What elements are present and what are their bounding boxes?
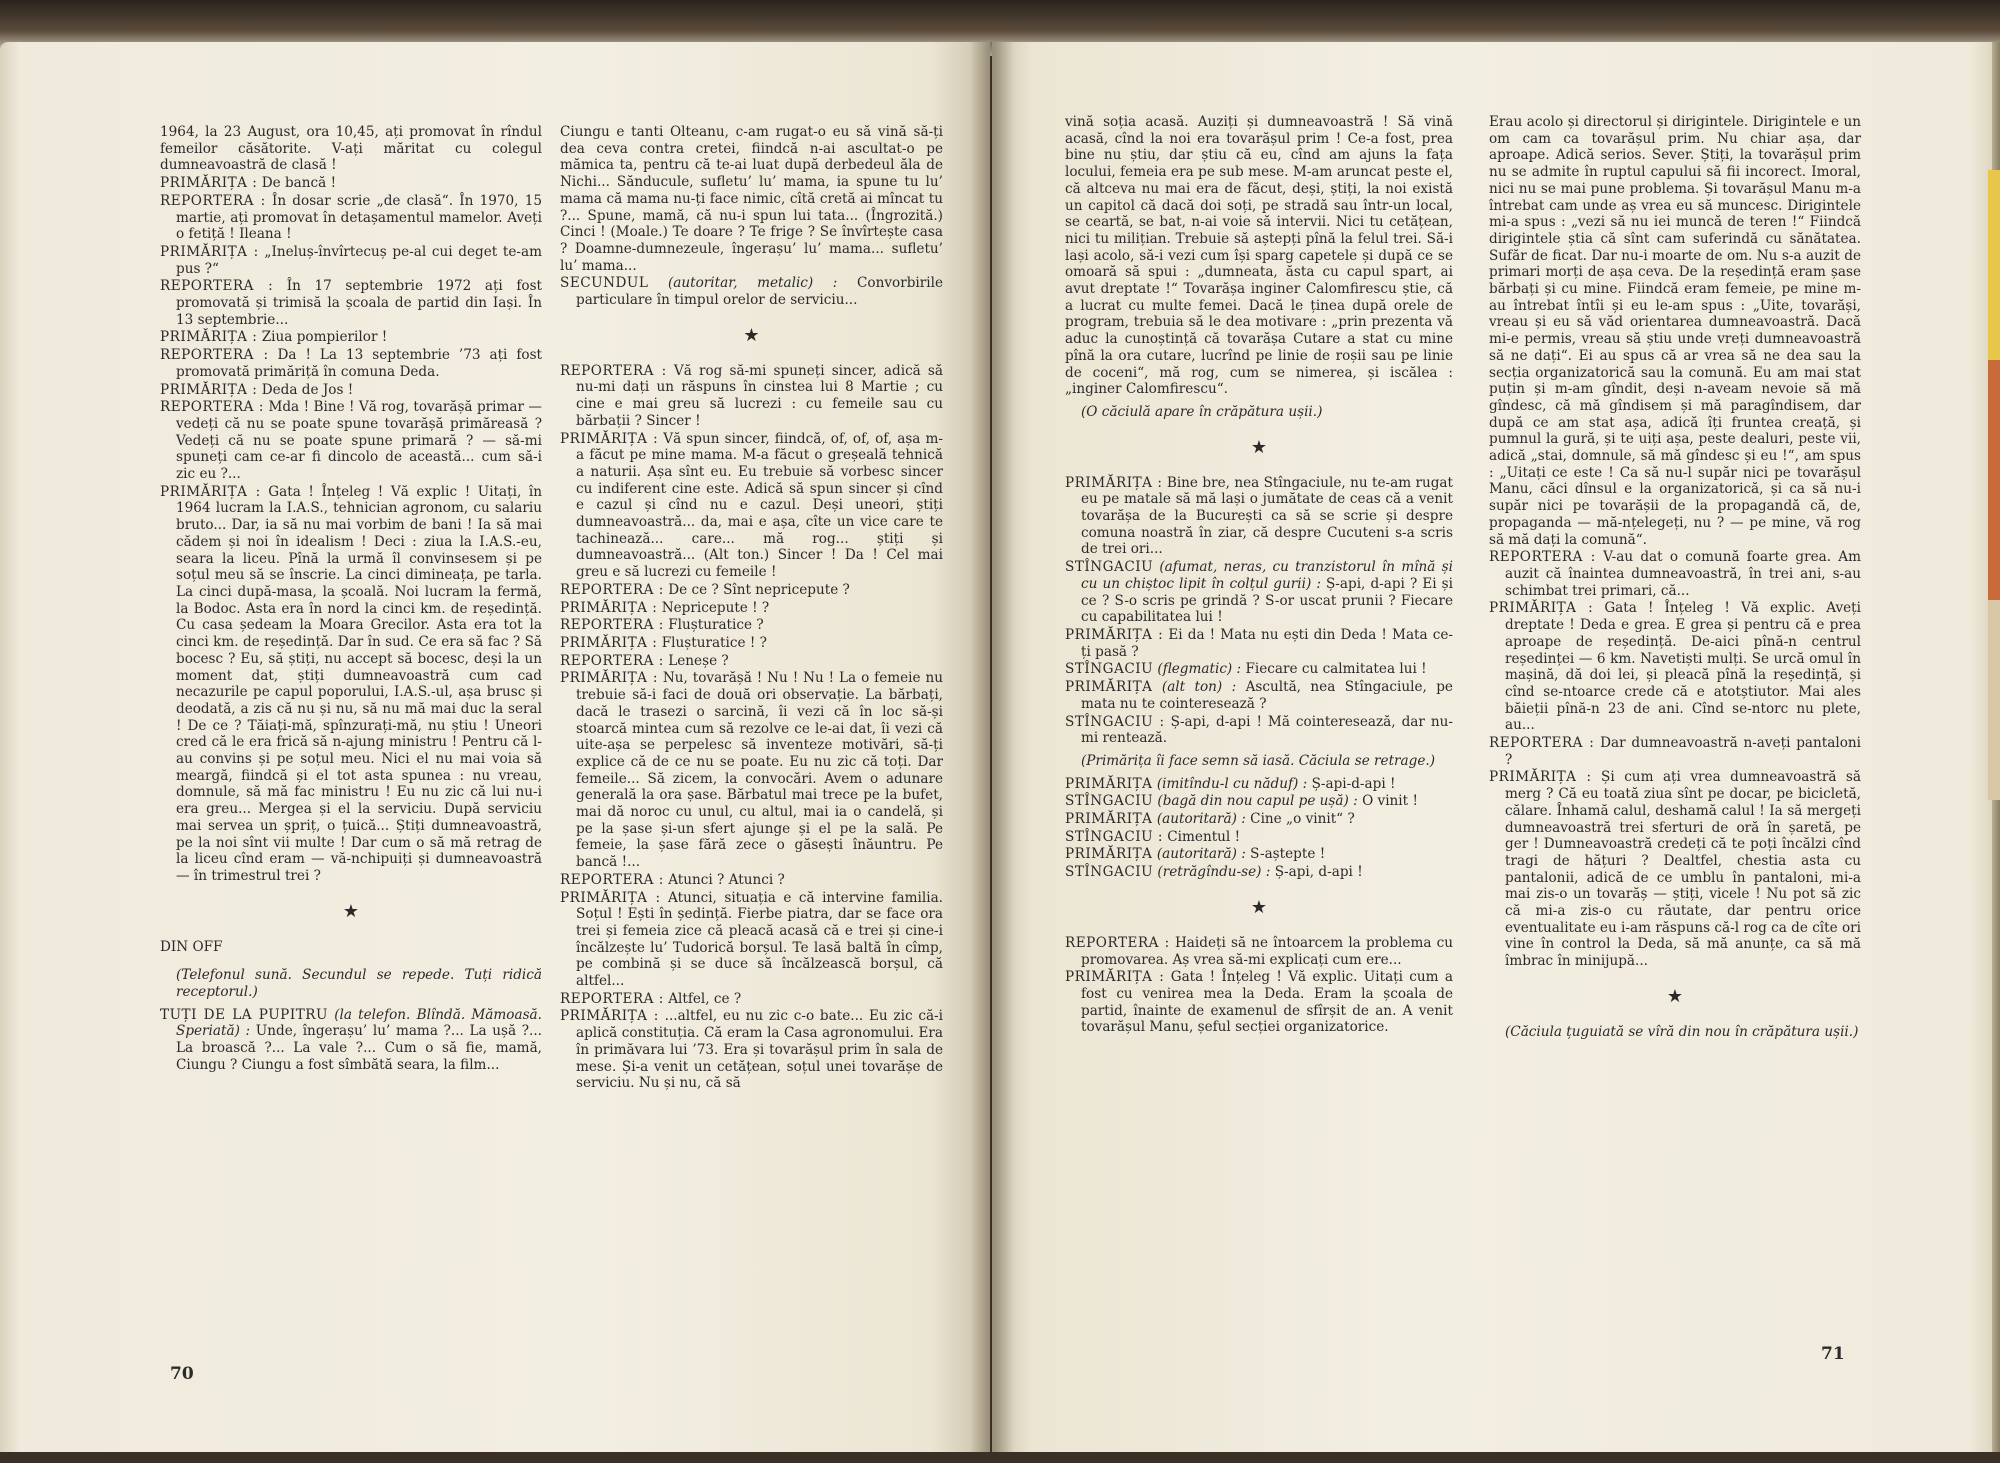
dialogue-line	[1065, 627, 1453, 660]
dialogue-line	[160, 329, 542, 346]
speaker-name: SECUNDUL	[560, 275, 649, 292]
stage-direction: (Telefonul sună. Secundul se repede. Tuți ridică receptorul.)	[176, 967, 542, 1001]
speaker-name: PRIMĂRIȚA :	[1065, 474, 1163, 491]
section-star-separator: ★	[1250, 896, 1268, 918]
speaker-name: REPORTERA :	[1065, 934, 1170, 951]
dialogue-text: Gata ! Înțeleg ! Vă explic ! Uitați, în 1964 lucram la I.A.S., tehnician agronom, cu salariu bruto... Dar, ia să nu mai vorbim de bani ! Ia să mai cădem și noi în idealism ! Deci : ziua la I.A.S.-eu, seara la liceu. Pînă la urmă îl convinsesem și pe soțul meu să se înscrie. La cinci dimineața, pe tarla. La cinci după-masa, la școală. Noi lucram la fermă, la Bodoc. Asta era în nord la cinci km. de reședință. Cu casa ședeam la Moara Grecilor. Asta era tot la cinci km. de reședință. Dar în sud. Ce era să fac ? Să bocesc ? Eu, să știți, nu accept să bocesc, deși la un moment dat, știți dumneavoastră cum cad necazurile pe capul poporului, I.A.S.-ul, așa brusc și deodată, a zis că nu și nu, să nu mă mai duc la seral ! De ce ? Tăiați-mă, spînzurați-mă, nu știu ! Uneori cred că le era frică să n-ajung ministru ! Pentru că l-au convins și pe soțul meu. Nici el nu mai voia să meargă, fiindcă și el tot asta spunea : nu vreau, domnule, să mă fac ministru ! Eu nu zic că lui nu-i era greu... Mergea și el la serviciu. După serviciu mai servea un șpriț, o țuică... Știți dumneavoastră, pe la noi sînt vii multe ! Dar cum o să mă retrag de la liceu cînd eram — vă-nchipuiți și dumneavoastră — în trimestrul trei ?	[176, 483, 542, 884]
speaker-name: REPORTERA :	[560, 652, 664, 669]
speaker-name: PRIMĂRIȚA :	[160, 483, 261, 500]
dialogue-text: Deda de Jos !	[261, 381, 354, 398]
dialogue-line	[560, 890, 943, 990]
speaker-name: PRIMĂRIȚA :	[1489, 600, 1594, 617]
dialogue-line	[560, 635, 943, 652]
left-page-column-2	[560, 124, 943, 1093]
right-page-column-2	[1489, 114, 1861, 1047]
dialogue-text: Haideți să ne întoarcem la problema cu promovarea. Aș vrea să-mi explicați cum ere...	[1081, 934, 1453, 968]
speaker-name: PRIMĂRIȚA :	[560, 670, 658, 687]
dialogue-text: Ei da ! Mata nu ești din Deda ! Mata ce-ți pasă ?	[1081, 626, 1453, 660]
dialogue-text: Ș-api, d-api !	[1274, 864, 1363, 881]
dialogue-line	[160, 175, 542, 192]
speaker-name: STÎNGACIU :	[1065, 713, 1165, 730]
dialogue-line	[560, 872, 943, 889]
speaker-name: PRIMĂRIȚA :	[560, 889, 661, 906]
dialogue-text: Da ! La 13 septembrie ’73 ați fost promovată primăriță în comuna Deda.	[176, 347, 543, 380]
dialogue-line	[160, 278, 542, 328]
speaker-name: REPORTERA :	[160, 347, 269, 364]
section-star-separator: ★	[1666, 985, 1684, 1007]
dialogue-text: În dosar scrie „de clasă“. În 1970, 15 martie, ați promovat în detașamentul mamelor. Aveți o fetiță ! Ileana !	[176, 192, 542, 243]
dialogue-line	[1489, 600, 1861, 734]
dialogue-line	[160, 399, 542, 483]
dialogue-line	[560, 275, 943, 308]
paragraph-text: 1964, la 23 August, ora 10,45, ați promovat în rîndul femeilor căsătorite. V-ați măritat cu colegul dumneavoastră de clasă !	[160, 124, 542, 174]
dialogue-line	[560, 1008, 943, 1092]
speaker-name: REPORTERA :	[160, 192, 266, 209]
speaker-name: PRIMĂRIȚA :	[560, 599, 658, 616]
dialogue-line	[1065, 776, 1453, 793]
dialogue-text: Ș-api, d-api ? Ei și ce ? S-o scris pe grindă ? S-or uscat prunii ? Fiecare cu capabilitatea lui !	[1081, 575, 1453, 626]
left-page-column-1	[160, 124, 542, 1075]
speaker-name: REPORTERA :	[160, 278, 274, 295]
right-page-column-1	[1065, 114, 1453, 1037]
dialogue-text: S-aștepte !	[1250, 846, 1326, 863]
dialogue-text: V-au dat o comună foarte grea. Am auzit că înaintea dumneavoastră, în trei ani, s-au schimbat trei primari, că...	[1505, 549, 1861, 599]
dialogue-line	[1065, 935, 1453, 968]
dialogue-text: Cine „o vinit“ ?	[1250, 811, 1355, 828]
speaker-name: TUȚI DE LA PUPITRU	[160, 1006, 328, 1023]
dialogue-text: Vă spun sincer, fiindcă, of, of, of, așa m-a făcut pe mine mama. M-a făcut o greșeală tehnică a naturii. Așa sînt eu. Eu trebuie să vorbesc sincer cu indiferent cine este. Adică să spun sincer și cînd e cazul și cînd nu e cazul. Deși uneori, știți dumneavoastră... da, mai e așa, cîte un vice care te tachinează... care... mă rog... știți și dumneavoastră... (Alt ton.) Sincer ! Da ! Cel mai greu e să lucrezi cu femeile !	[576, 430, 943, 581]
speaker-name: PRIMĂRIȚA :	[160, 329, 258, 346]
speaker-direction: (alt ton) :	[1161, 679, 1237, 696]
dialogue-line	[560, 582, 943, 599]
left-page	[0, 42, 990, 1452]
dialogue-line	[160, 193, 542, 243]
dialogue-text: Dar dumneavoastră n-aveți pantaloni ?	[1505, 735, 1861, 768]
page-number-left: 70	[170, 1364, 194, 1384]
dialogue-text: De ce ? Sînt nepricepute ?	[668, 581, 850, 598]
speaker-name: PRIMĂRIȚA :	[160, 243, 259, 260]
speaker-name: STÎNGACIU	[1065, 864, 1154, 881]
speaker-name: PRIMĂRIȚA :	[1065, 626, 1164, 643]
dialogue-line	[1065, 864, 1453, 881]
dialogue-text: Fiecare cu calmitatea lui !	[1245, 661, 1427, 678]
speaker-name: PRIMĂRIȚA :	[160, 381, 258, 398]
stage-direction: (Primărița îi face semn să iasă. Căciula se retrage.)	[1081, 752, 1436, 769]
speaker-direction: (retrăgîndu-se) :	[1157, 864, 1271, 881]
dialogue-text: Altfel, ce ?	[668, 990, 742, 1007]
dialogue-line	[1489, 769, 1861, 969]
dialogue-text: O vinit !	[1362, 793, 1418, 810]
dialogue-text: Ascultă, nea Stîngaciule, pe mata nu te cointeresează ?	[1081, 679, 1453, 712]
dialogue-text: Flușturatice ! ?	[661, 634, 767, 651]
dialogue-line	[160, 347, 542, 380]
dialogue-text: Ș-api, d-api ! Mă cointeresează, dar nu-mi rentează.	[1081, 713, 1453, 747]
speaker-name: PRIMĂRIȚA	[1065, 679, 1153, 696]
dialogue-line	[1065, 475, 1453, 559]
dialogue-line	[1065, 846, 1453, 863]
section-star-separator: ★	[743, 324, 760, 346]
dialogue-line	[560, 617, 943, 634]
color-tab-yellow	[1988, 170, 2000, 360]
dialogue-line	[560, 600, 943, 617]
section-star-separator: ★	[1250, 436, 1268, 458]
speaker-name: REPORTERA :	[560, 581, 664, 598]
dialogue-line	[160, 244, 542, 277]
speaker-name: PRIMĂRIȚA :	[560, 1008, 659, 1025]
speaker-direction: (la telefon. Blîndă. Mămoasă. Speriată) :	[176, 1006, 542, 1040]
speaker-name: PRIMĂRIȚA :	[160, 175, 258, 192]
section-star-separator: ★	[342, 900, 360, 922]
dialogue-text: Nepricepute ! ?	[661, 599, 770, 616]
speaker-name: PRIMĂRIȚA :	[1489, 769, 1592, 786]
dialogue-text: Gata ! Înțeleg ! Vă explic. Aveți dreptate ! Deda e grea. E grea și pentru că e prea aproape de reședință. De-aici pînă-n centrul reședinței — 6 km. Navetiști mulți. Se urcă omul în mașină, dă doi lei, și pleacă pînă la reședință, și cînd se-ntoarce crede că e atotștiutor. Mai ales băieții pînă-n 23 de ani. Cînd se-ntorc nu plete, au...	[1505, 600, 1861, 734]
speaker-direction: (autoritară) :	[1156, 846, 1246, 863]
speaker-name: REPORTERA :	[560, 617, 664, 634]
dialogue-text: Vă rog să-mi spuneți sincer, adică să nu-mi dați un răspuns în cinstea lui 8 Martie ; cu cine e mai greu să lucrezi : cu femeile sau cu bărbații ? Sincer !	[576, 362, 944, 429]
speaker-name: REPORTERA :	[1489, 735, 1595, 752]
right-page	[992, 42, 2000, 1452]
speaker-name: PRIMĂRIȚA	[1065, 846, 1153, 863]
dialogue-text: Leneșe ?	[668, 652, 729, 669]
speaker-name: REPORTERA :	[560, 990, 664, 1007]
speaker-direction: (autoritar, metalic) :	[667, 275, 838, 292]
dialogue-text: Mda ! Bine ! Vă rog, tovarășă primar — vedeți că nu se poate spune tovarășă primăreasă ? Vedeți că nu se poate spune primară ? — să-mi spuneți cam ce-ar fi dincolo de această... cum să-i zic eu ?...	[176, 399, 543, 483]
paragraph-text: Erau acolo și directorul și dirigintele. Dirigintele e un om cam ca tovarășul prim. Nu chiar așa, dar aproape. Adică serios. Sever. Știți, la tovarășul prim nu se admite în ruptul capului să fii incorect. Imoral, nici nu se mai pune problema. Și tovarășul Manu m-a întrebat cam unde aș vrea eu să muncesc. Dirigintele mi-a spus : „vezi să nu iei muncă de teren !“ Fiindcă dirigintele știa că sînt cam suferindă cu sănătatea. Sufăr de ficat. Dar nu-i moarte de om. Nu s-a auzit de primari morți de așa ceva. De la reședință eram șase bărbați și cu mine. Fiindcă eram femeie, pe mine m-au întrebat întîi și eu le-am spus : „Uite, tovarăși, vreau și eu să văd orientarea dumneavoastră. Dacă mi-e permis, vreau să știu unde vreți dumneavoastră să ne dați“. Ei au spus că ar vrea să ne dea sau la secția organizatorică sau la comună. Eu am mai stat puțin și m-am gîndit, deși n-aveam nevoie să mă gîndesc, că mă gîndisem și mă paragîndisem, dar după ce am stat așa, adică îți fruntea creață, și pumnul la gură, și te uiți așa, peste dealuri, peste vii, adică „stai, domnule, să mă gîndesc și eu !“, am spus : „Uitați ce este ! Ca să nu-l supăr nici pe tovarășul Manu, căci dînsul e la organizatorică, și ca să nu-i supăr nici pe tovarășii de la propagandă că, de, propaganda — mă-nțelegeți, nu ? — pe mine, vă rog să mă dați la comună“.	[1489, 114, 1861, 548]
paragraph-text: Ciungu e tanti Olteanu, c-am rugat-o eu să vină să-ți dea ceva contra cretei, fiindcă n-ai ascultat-o pe mămica ta, pentru că te-ai luat după derbedeul ăla de Nichi... Sănducule, sufletu’ lu’ mama, ia spune tu lu’ mama că mama nu-ți face nimic, cîtă cretă ai mîncat tu ?... Spune, mamă, că nu-i spun lui tata... (Îngrozită.) Cinci ! (Moale.) Te doare ? Te frige ? Se învîrtește casa ? Doamne-dumnezeule, îngerașu’ lu’ mama... sufletu’ lu’ mama...	[560, 124, 943, 274]
dialogue-line	[1065, 793, 1453, 810]
dialogue-text: Atunci, situația e că intervine familia. Soțul ! Ești în ședință. Fierbe piatra, dar se face ora trei și femeia zice că pleacă acasă că e trei și cine-i încălzește lu’ Tudorică borșul. Te lasă baltă în cîmp, pe combină și se duce să încălzească borșul, că altfel...	[576, 889, 943, 990]
dialogue-text: Cimentul !	[1167, 828, 1241, 845]
speaker-name: STÎNGACIU :	[1065, 828, 1163, 845]
dialogue-line	[560, 991, 943, 1008]
page-number-right: 71	[1821, 1344, 1845, 1364]
speaker-direction: (imitîndu-l cu năduf) :	[1156, 775, 1308, 792]
dialogue-text: În 17 septembrie 1972 ați fost promovată și trimisă la școala de partid din Iași. În 13 septembrie...	[176, 278, 543, 328]
dialogue-line	[1065, 969, 1453, 1036]
speaker-direction: (flegmatic) :	[1157, 661, 1242, 678]
dialogue-text: „Ineluș-învîrtecuș pe-al cui deget te-am pus ?“	[176, 243, 542, 277]
dialogue-text: Ziua pompierilor !	[261, 329, 388, 346]
dialogue-text: Și cum ați vrea dumneavoastră să merg ? Că eu toată ziua sînt pe docar, pe bicicletă, călare. Înhamă calul, deshamă calul ! Ia să mergeți dumneavoastră trei sferturi de oră în șaretă, pe ger ! Dumneavoastră credeți că te poți încălzi cînd tragi de hățuri ? Dealtfel, chestia asta cu pantalonii, adică de ce umblu în pantaloni, mi-a mai zis-o un tovarăș — știți, vicele ! Nu pot să zic că mi-a zis-o cu răutate, dar pentru orice eventualitate eu i-am răspuns că-l rog ca de cîte ori vine în control la Deda, să mă anunțe, ca să mă îmbrac în minijupă...	[1505, 769, 1862, 970]
dialogue-text: Bine bre, nea Stîngaciule, nu te-am rugat eu pe matale să mă lași o jumătate de ceas că a venit tovarășa de la București ca să se scrie și despre comuna noastră în ziar, că despre Cucuteni s-a scris de trei ori...	[1081, 474, 1453, 558]
dialogue-text: Convorbirile particulare în timpul orelor de serviciu...	[576, 275, 943, 309]
dialogue-line	[1065, 661, 1453, 678]
stage-direction: (O căciulă apare în crăpătura ușii.)	[1081, 403, 1323, 420]
paragraph-text: vină soția acasă. Auziți și dumneavoastră ! Să vină acasă, cînd la noi era tovarășul prim ! Ce-a fost, prea bine nu știu, dar știu că eu, cînd am ajuns la fața locului, femeia era pe sub mese. M-am aruncat peste el, că altceva nu mai era de făcut, deși, știți, la noi există un capitol că dacă doi soți, pe stradă sau într-un local, se ceartă, se bat, n-ai voie să intervii. Nici tu cetățean, nici tu milițian. Trebuie să aștepți pînă la felul trei. Să-i lași acolo, să-i vezi cum își sparg capetele și după ce se omoară să spui : „dumneata, ăsta cu capul spart, ai avut dreptate !“ Tovarășa inginer Calomfirescu știe, că a lucrat cu multe femei. Dacă le ținea după orele de program, trebuia să le dea motivare : „prin prezenta vă aduc la cunoștință că tovarășa Cutare a stat cu mine pînă la ora cutare, lucrînd pe linie de roșii sau pe linie de coceni“, mă rog, cum se nimerea, și iscălea : „inginer Calomfirescu“.	[1065, 114, 1453, 398]
color-tab-orange	[1988, 360, 2000, 600]
speaker-name: PRIMĂRIȚA :	[560, 634, 658, 651]
dialogue-line	[560, 363, 943, 430]
dialogue-text: De bancă !	[261, 175, 337, 192]
dialogue-text: Gata ! Înțeleg ! Vă explic. Uitați cum a fost cu venirea mea la Deda. Eram la școala de partid, înainte de examenul de sfîrșit de an. A venit tovarășul Manu, șeful secției organizatorice.	[1081, 969, 1453, 1036]
stage-direction: (Căciula țuguiată se vîră din nou în crăpătura ușii.)	[1505, 1023, 1859, 1040]
dialogue-line	[1489, 549, 1861, 599]
dialogue-line	[1489, 735, 1861, 768]
speaker-direction: (bagă din nou capul pe ușă) :	[1157, 793, 1358, 810]
dialogue-line	[1065, 829, 1453, 846]
dialogue-line	[560, 653, 943, 670]
speaker-name: REPORTERA :	[560, 871, 664, 888]
dialogue-line	[1065, 679, 1453, 712]
dialogue-text: Flușturatice ?	[668, 617, 764, 634]
speaker-name: REPORTERA :	[1489, 549, 1596, 566]
speaker-name: PRIMĂRIȚA :	[1065, 969, 1165, 986]
section-heading: DIN OFF	[160, 938, 223, 955]
speaker-name: PRIMĂRIȚA	[1065, 811, 1153, 828]
dialogue-line	[560, 670, 943, 870]
dialogue-line	[160, 382, 542, 399]
dialogue-text: Unde, îngerașu’ lu’ mama ?... La ușă ?... La broască ?... La vale ?... Cum o să fie, mamă, Ciungu ? Ciungu a fost sîmbătă seara, la film...	[176, 1023, 543, 1073]
dialogue-text: ...altfel, eu nu zic c-o bate... Eu zic că-i aplică constituția. Că eram la Casa agronomului. Era în primăvara lui ’73. Era și tovarășul prim în sala de mese. Și-a venit un cetățean, soțul unei tovarășe de serviciu. Nu și nu, că să	[576, 1008, 943, 1092]
dialogue-line	[160, 1007, 542, 1074]
color-tab-beige	[1988, 600, 2000, 800]
dialogue-text: Nu, tovarășă ! Nu ! Nu ! La o femeie nu trebuie să-i faci de două ori observație. La bărbați, dacă le trasezi o sarcină, îi vezi că în loc să-și stoarcă mintea cum să rezolve ce le-ai dat, îi vezi că uite-așa se perpelesc să inventeze motivări, să-ți explice că de ce nu se poate. Eu nu zic că toți. Dar femeile... Să zicem, la convocări. Avem o adunare generală la ora șase. Bărbatul mai trece pe la bufet, mai dă noroc cu unul, cu altul, mai ia o candelă, și pe la șase și-un sfert ajunge și el pe la sală. Pe femeie, la șase fără zece o găsești înăuntru. Pe bancă !...	[576, 670, 943, 871]
speaker-name: REPORTERA :	[560, 362, 667, 379]
speaker-name: PRIMĂRIȚA	[1065, 775, 1153, 792]
dialogue-line	[1065, 714, 1453, 747]
speaker-name: STÎNGACIU	[1065, 793, 1154, 810]
dialogue-line	[560, 431, 943, 581]
dialogue-line	[1065, 559, 1453, 626]
speaker-direction: (autoritară) :	[1156, 811, 1246, 828]
speaker-name: STÎNGACIU	[1065, 661, 1154, 678]
speaker-name: PRIMĂRIȚA :	[560, 430, 659, 447]
dialogue-line	[160, 484, 542, 885]
speaker-direction: (afumat, neras, cu tranzistorul în mînă și cu un chiștoc lipit în colțul gurii) :	[1081, 559, 1453, 592]
dialogue-line	[1065, 811, 1453, 828]
speaker-name: REPORTERA :	[160, 399, 264, 416]
speaker-name: STÎNGACIU	[1065, 559, 1154, 576]
dialogue-text: Atunci ? Atunci ?	[668, 871, 785, 888]
dialogue-text: Ș-api-d-api !	[1311, 775, 1396, 792]
